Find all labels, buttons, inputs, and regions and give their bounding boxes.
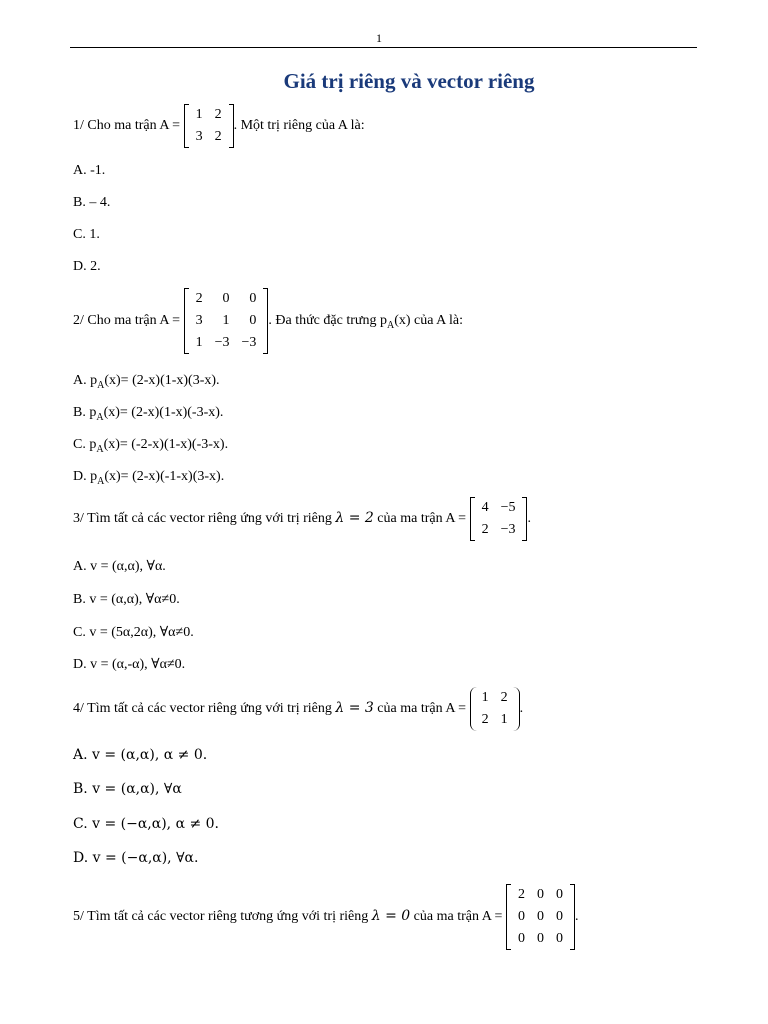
question-2 [73,288,463,354]
q3-option-c: C. v = (5α,2α), ∀α≠0. [73,625,194,640]
matrix-grid [190,104,228,148]
matrix-entry: 3 [195,129,203,144]
q1-option-a: A. -1. [73,163,106,178]
matrix-entry: −3 [241,335,257,350]
q3-option-d: D. v = (α,-α), ∀α≠0. [73,657,186,672]
question-4 [73,687,523,731]
q2-option-a: A. $p_A(x)= (2-x)(1-x)(3-x)$. [73,373,220,391]
q3-option-a: A. v = (α,α), ∀α. [73,559,166,574]
q1-prefix: 1/ Cho ma trận A = [73,118,184,134]
q1-option-b: B. – 4. [73,195,111,210]
matrix-entry: 0 [536,931,544,946]
question-1 [73,104,365,148]
matrix-entry: 0 [517,931,525,946]
q5-matrix [506,884,575,950]
q5-prefix: 5/ Tìm tất cả các vector riêng tương ứng với trị riêng [73,909,372,925]
q2-suffix-sub: A [386,320,395,332]
matrix-grid [476,687,514,731]
q4-lambda: λ = 3 [335,700,374,717]
matrix-entry: −3 [214,335,230,350]
q4-middle: của ma trận A = [373,701,470,717]
q4-option-d: D. v = (−α,α), ∀α. [73,850,199,866]
q4-suffix: . [519,701,524,717]
matrix-grid [476,497,522,541]
q2-matrix [184,288,269,354]
matrix-entry: 0 [536,887,544,902]
q4-prefix: 4/ Tìm tất cả các vector riêng ứng với trị riêng [73,701,336,717]
q2-suffix-end: (x) của A là: [394,313,464,329]
matrix-entry: 1 [195,107,203,122]
matrix-entry: 0 [555,931,563,946]
q2-prefix: 2/ Cho ma trận A = [73,313,184,329]
question-5 [73,884,578,950]
matrix-entry: 2 [500,690,508,705]
question-3 [73,497,531,541]
matrix-entry: 2 [481,712,489,727]
q5-lambda: λ = 0 [371,908,411,925]
matrix-grid [512,884,569,950]
q2-option-c: C. $p_A(x)= (-2-x)(1-x)(-3-x)$. [73,437,229,455]
q4-option-c: C. v = (−α,α), α ≠ 0. [73,816,220,832]
q3-lambda: λ = 2 [335,510,374,527]
matrix-entry: 0 [555,909,563,924]
matrix-entry: 1 [481,690,489,705]
q2-suffix: . Đa thức đặc trưng p [268,313,387,329]
matrix-entry: −5 [500,500,516,515]
q2-option-d: D. $p_A(x)= (2-x)(-1-x)(3-x)$. [73,469,225,487]
q1-option-d: D. 2. [73,259,101,274]
matrix-entry: 2 [214,107,222,122]
matrix-entry: 4 [481,500,489,515]
q3-suffix: . [527,511,531,527]
matrix-entry: 2 [481,522,489,537]
q4-option-b: B. v = (α,α), ∀α [73,781,182,797]
matrix-entry: 2 [214,129,222,144]
header-rule [70,47,697,48]
matrix-entry: 1 [500,712,508,727]
q5-suffix: . [574,909,579,925]
matrix-entry: 2 [517,887,525,902]
matrix-entry: −3 [500,522,516,537]
matrix-entry: 0 [555,887,563,902]
matrix-entry: 3 [195,313,203,328]
page-number: 1 [376,31,382,45]
q3-matrix [470,497,528,541]
matrix-entry: 2 [195,291,203,306]
q2-option-b: B. $p_A(x)= (2-x)(1-x)(-3-x)$. [73,405,224,423]
q1-matrix [184,104,234,148]
matrix-entry: 0 [222,291,230,306]
q3-prefix: 3/ Tìm tất cả các vector riêng ứng với trị riêng [73,511,336,527]
q5-middle: của ma trận A = [410,909,506,925]
matrix-entry: 0 [249,291,257,306]
matrix-grid [190,288,263,354]
matrix-entry: 0 [536,909,544,924]
q1-suffix: . Một trị riêng của A là: [233,118,365,134]
matrix-entry: 0 [249,313,257,328]
q1-option-c: C. 1. [73,227,100,242]
matrix-entry: 1 [222,313,230,328]
page-title: Giá trị riêng và vector riêng [283,69,535,93]
q4-matrix [470,687,520,731]
q3-middle: của ma trận A = [373,511,470,527]
matrix-entry: 1 [195,335,203,350]
q4-option-a: A. v = (α,α), α ≠ 0. [73,747,208,763]
q3-option-b: B. v = (α,α), ∀α≠0. [73,592,180,607]
matrix-entry: 0 [517,909,525,924]
